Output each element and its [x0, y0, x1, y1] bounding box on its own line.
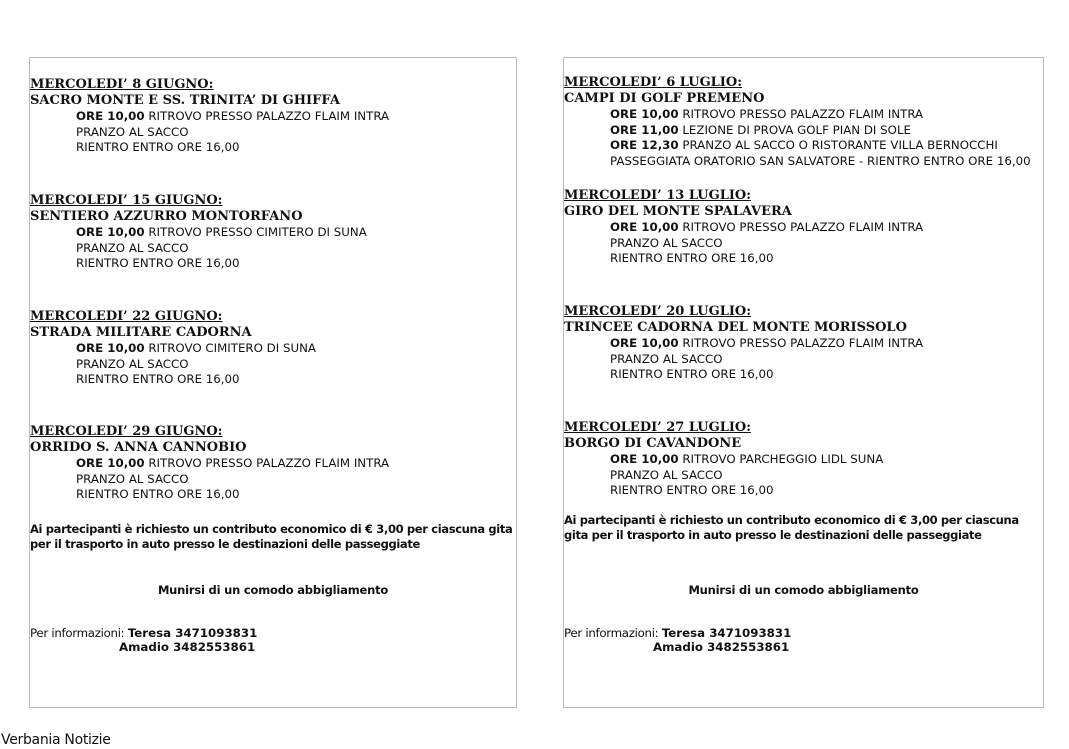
event-line: RIENTRO ENTRO ORE 16,00 [610, 251, 774, 266]
contact-amadio: Amadio 3482553861 [119, 640, 256, 654]
event-title: SACRO MONTE E SS. TRINITA’ DI GHIFFA [30, 93, 340, 108]
contact-info [30, 626, 257, 654]
event-date: MERCOLEDI’ 29 GIUGNO: [30, 424, 223, 439]
dress-note: Munirsi di un comodo abbigliamento [157, 583, 389, 597]
event-block [30, 424, 516, 503]
event-line: PRANZO AL SACCO [610, 467, 723, 482]
contribution-note: Ai partecipanti è richiesto un contributo economico di € 3,00 per ciascuna gita per il trasporto in auto presso le destinazioni delle passeggiate [30, 522, 513, 551]
event-block [30, 193, 516, 272]
event-line: RIENTRO ENTRO ORE 16,00 [76, 372, 240, 387]
event-date: MERCOLEDI’ 22 GIUGNO: [30, 309, 223, 324]
contact-teresa: Teresa 3471093831 [661, 626, 792, 640]
event-line: RIENTRO ENTRO ORE 16,00 [76, 487, 240, 502]
event-title: STRADA MILITARE CADORNA [30, 325, 252, 340]
event-line: ORE 10,00 RITROVO CIMITERO DI SUNA [76, 341, 316, 355]
event-date: MERCOLEDI’ 27 LUGLIO: [564, 420, 752, 435]
event-line: PRANZO AL SACCO [610, 351, 723, 366]
contact-amadio: Amadio 3482553861 [653, 640, 790, 654]
event-date: MERCOLEDI’ 20 LUGLIO: [564, 304, 752, 319]
event-line: ORE 12,30 PRANZO AL SACCO O RISTORANTE VILLA BERNOCCHI [610, 138, 998, 153]
event-date: MERCOLEDI’ 13 LUGLIO: [564, 188, 752, 203]
event-block [564, 188, 1043, 267]
event-line: ORE 10,00 RITROVO PRESSO PALAZZO FLAIM INTRA [610, 220, 924, 234]
event-line: ORE 10,00 RITROVO PRESSO PALAZZO FLAIM INTRA [76, 109, 390, 123]
event-title: TRINCEE CADORNA DEL MONTE MORISSOLO [564, 320, 907, 335]
event-line: ORE 10,00 RITROVO PRESSO PALAZZO FLAIM INTRA [76, 456, 390, 470]
event-block [564, 304, 1043, 383]
event-line: PRANZO AL SACCO [76, 240, 189, 255]
event-line: ORE 10,00 RITROVO PARCHEGGIO LIDL SUNA [610, 452, 884, 466]
event-title: ORRIDO S. ANNA CANNOBIO [30, 440, 247, 455]
source-footer: Verbania Notizie [1, 732, 111, 748]
contribution-note: Ai partecipanti è richiesto un contributo economico di € 3,00 per ciascuna gita per il trasporto in auto presso le destinazioni delle passeggiate [564, 513, 1019, 542]
event-line: RIENTRO ENTRO ORE 16,00 [610, 367, 774, 382]
event-line: RIENTRO ENTRO ORE 16,00 [76, 256, 240, 271]
event-line: ORE 10,00 RITROVO PRESSO PALAZZO FLAIM INTRA [610, 107, 924, 121]
info-label: Per informazioni: [30, 626, 128, 640]
event-line: RIENTRO ENTRO ORE 16,00 [610, 483, 774, 498]
event-line: PRANZO AL SACCO [76, 356, 189, 371]
contact-info [564, 626, 791, 654]
right-schedule-panel [563, 57, 1044, 708]
event-line: PRANZO AL SACCO [76, 124, 189, 139]
event-line: ORE 10,00 RITROVO PRESSO PALAZZO FLAIM INTRA [610, 336, 924, 350]
event-date: MERCOLEDI’ 15 GIUGNO: [30, 193, 223, 208]
event-block [30, 77, 516, 156]
event-line: PASSEGGIATA ORATORIO SAN SALVATORE - RIENTRO ENTRO ORE 16,00 [610, 153, 1031, 168]
event-date: MERCOLEDI’ 8 GIUGNO: [30, 77, 214, 92]
contact-teresa: Teresa 3471093831 [127, 626, 258, 640]
event-line: ORE 11,00 LEZIONE DI PROVA GOLF PIAN DI SOLE [610, 122, 911, 137]
event-title: GIRO DEL MONTE SPALAVERA [564, 204, 792, 219]
event-line: PRANZO AL SACCO [76, 471, 189, 486]
left-schedule-panel [29, 57, 517, 708]
dress-note: Munirsi di un comodo abbigliamento [688, 583, 919, 597]
event-title: CAMPI DI GOLF PREMENO [564, 91, 765, 106]
event-block [564, 420, 1043, 499]
info-label: Per informazioni: [564, 626, 662, 640]
event-title: BORGO DI CAVANDONE [564, 436, 742, 451]
event-block [30, 309, 516, 388]
event-line: RIENTRO ENTRO ORE 16,00 [76, 140, 240, 155]
event-line: PRANZO AL SACCO [610, 235, 723, 250]
event-block [564, 75, 1043, 169]
event-line: ORE 10,00 RITROVO PRESSO CIMITERO DI SUNA [76, 225, 367, 239]
event-date: MERCOLEDI’ 6 LUGLIO: [564, 75, 743, 90]
event-title: SENTIERO AZZURRO MONTORFANO [30, 209, 303, 224]
